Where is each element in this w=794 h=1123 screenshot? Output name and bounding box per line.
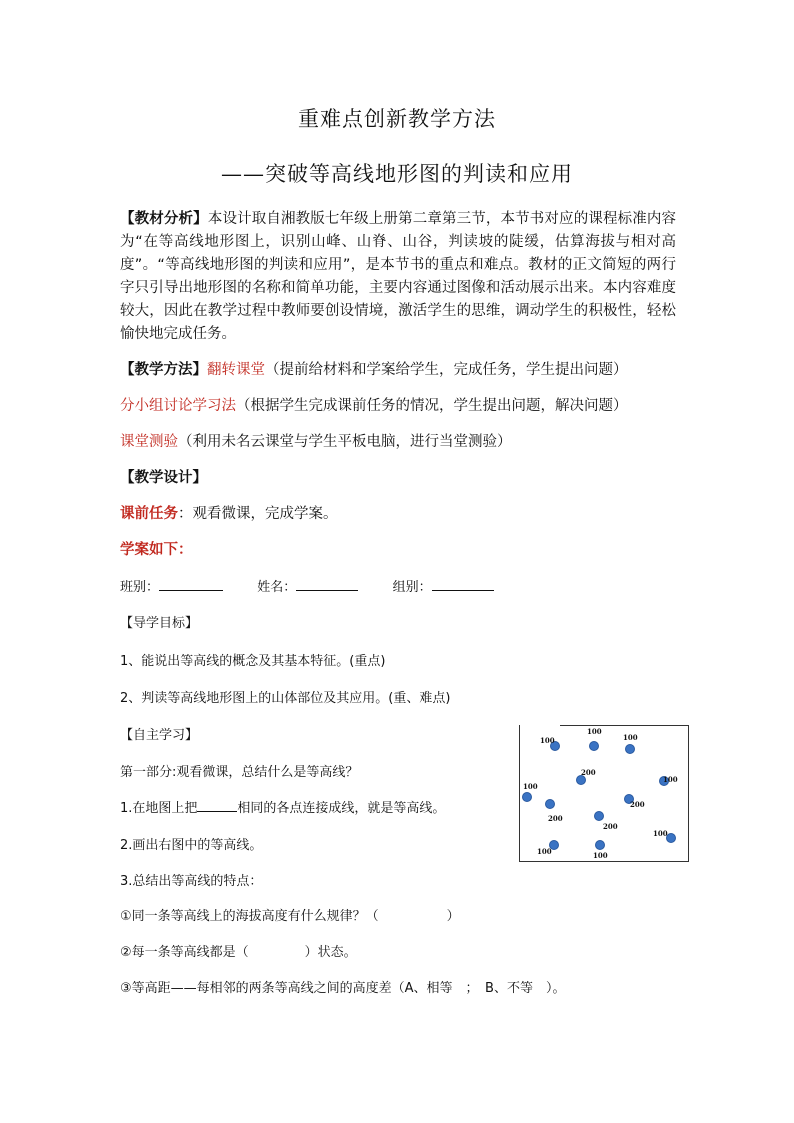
height-point (522, 792, 532, 802)
goal-1: 1、能说出等高线的概念及其基本特征。(重点) (120, 654, 386, 669)
q1-blank[interactable] (197, 797, 237, 812)
height-label: 100 (540, 736, 555, 745)
height-label: 200 (630, 800, 645, 809)
self-study-label: 【自主学习】 (120, 728, 199, 743)
page-subtitle: ——突破等高线地形图的判读和应用 (221, 162, 573, 186)
feature-1-suffix: ） (446, 909, 460, 924)
method-flipped-classroom: 翻转课堂 (207, 362, 265, 378)
height-point (625, 744, 635, 754)
analysis-text: 本设计取自湘教版七年级上册第二章第三节，本节书对应的课程标准内容为“在等高线地形图上，识别山峰、山脊、山谷，判读坡的陡缓，估算海拔与相对高度”。“等高线地形图的判读和应用”，是本节书的重点和难点。教材的正文简短的两行字只引导出地形图的名称和简单功能，主要内容通过图像和活动展示出来。本内容难度较大，因此在教学过程中教师要创设情境，激活学生的思维，调动学生的积极性，轻松愉快地完成任务。 (120, 211, 676, 342)
height-label: 100 (537, 847, 552, 856)
height-point (595, 840, 605, 850)
methods-line-3 (120, 430, 512, 451)
feature-2-prefix: ②每一条等高线都是（ (120, 945, 249, 960)
question-3: 3.总结出等高线的特点： (120, 874, 263, 889)
pre-task-text: ：观看微课，完成学案。 (178, 506, 338, 522)
group-label: 组别： (392, 580, 432, 595)
part1-heading: 第一部分:观看微课，总结什么是等高线？ (120, 765, 359, 780)
page-title: 重难点创新教学方法 (298, 107, 496, 131)
class-label: 班别： (120, 580, 160, 595)
analysis-label: 【教材分析】 (120, 211, 208, 227)
goal-2: 2、判读等高线地形图上的山体部位及其应用。(重、难点) (120, 691, 451, 706)
feature-1-prefix: ①同一条等高线上的海拔高度有什么规律？（ (120, 909, 379, 924)
method-group-discussion: 分小组讨论学习法 (120, 398, 236, 414)
feature-2-suffix: ）状态。 (304, 945, 357, 960)
question-2: 2.画出右图中的等高线。 (120, 838, 263, 853)
height-point (545, 799, 555, 809)
method-quiz-desc: （利用未名云课堂与学生平板电脑，进行当堂测验） (178, 434, 512, 450)
height-label: 100 (593, 851, 608, 860)
name-field[interactable] (296, 576, 358, 591)
height-label: 100 (653, 829, 668, 838)
design-label: 【教学设计】 (120, 470, 207, 486)
height-label: 200 (581, 768, 596, 777)
group-field[interactable] (432, 576, 494, 591)
height-point (594, 811, 604, 821)
q1-prefix: 1.在地图上把 (120, 801, 198, 816)
pre-task-label: 课前任务 (120, 506, 178, 522)
pre-task-line (120, 502, 338, 523)
height-label: 200 (548, 814, 563, 823)
method-flipped-desc: （提前给材料和学案给学生，完成任务，学生提出问题） (265, 362, 628, 378)
height-label: 100 (623, 733, 638, 742)
height-label: 100 (663, 775, 678, 784)
question-1 (120, 797, 445, 816)
height-label: 100 (587, 727, 602, 736)
methods-label: 【教学方法】 (120, 362, 207, 378)
spot-height-map (519, 725, 689, 862)
feature-2 (120, 941, 357, 960)
height-point (589, 741, 599, 751)
plan-label: 学案如下： (120, 542, 193, 558)
q1-suffix: 相同的各点连接成线，就是等高线。 (237, 801, 446, 816)
height-label: 100 (523, 782, 538, 791)
name-label: 姓名： (257, 580, 297, 595)
class-field[interactable] (159, 576, 223, 591)
method-group-desc: （根据学生完成课前任务的情况，学生提出问题，解决问题） (236, 398, 628, 414)
goals-label: 【导学目标】 (120, 616, 199, 631)
methods-line-1 (120, 358, 628, 379)
method-quiz: 课堂测验 (120, 434, 178, 450)
feature-3: ③等高距——每相邻的两条等高线之间的高度差（A、相等 ； B、不等 ）。 (120, 981, 566, 996)
analysis-paragraph (120, 208, 676, 346)
student-info-form (120, 576, 494, 595)
methods-line-2 (120, 394, 628, 415)
height-label: 200 (603, 822, 618, 831)
feature-1 (120, 905, 460, 924)
